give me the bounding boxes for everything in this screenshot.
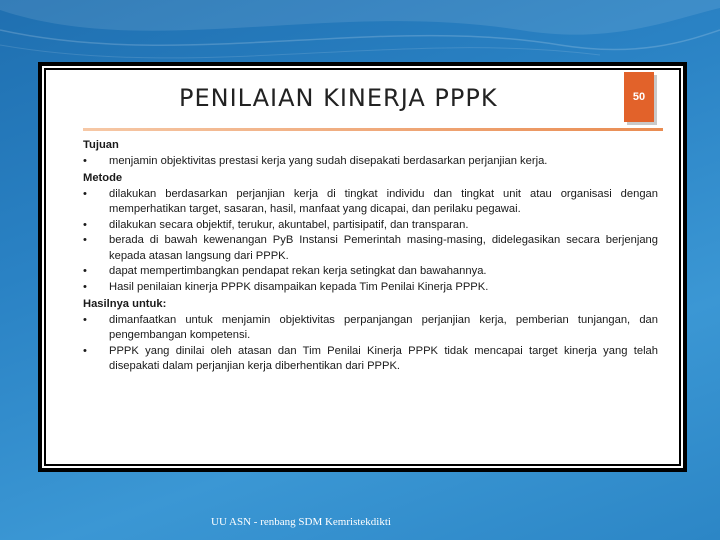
list-item — [83, 344, 658, 375]
title-divider — [83, 128, 663, 131]
slide-frame — [38, 62, 687, 472]
slide-content-area — [46, 70, 679, 464]
list-item — [83, 264, 658, 280]
bullet-icon: • — [83, 187, 87, 200]
list-item-text: dimanfaatkan untuk menjamin objektivitas perpanjangan perjanjian kerja, pemberian tunjangan, dan pengembangan kompetensi. — [109, 313, 658, 341]
bullet-icon: • — [83, 280, 87, 293]
bullet-icon: • — [83, 234, 87, 246]
list-item — [83, 280, 658, 296]
list-item — [83, 233, 658, 264]
list-item-text: dilakukan secara objektif, terukur, akuntabel, partisipatif, dan transparan. — [109, 218, 469, 231]
list-item-text: menjamin objektivitas prestasi kerja yang sudah disepakati berdasarkan perjanjian kerja. — [109, 154, 548, 167]
section-heading-metode: Metode — [83, 172, 123, 184]
bullet-icon: • — [83, 313, 87, 326]
list-item-text: Hasil penilaian kinerja PPPK disampaikan kepada Tim Penilai Kinerja PPPK. — [109, 280, 489, 293]
section-heading-hasilnya: Hasilnya untuk: — [83, 298, 167, 310]
section-heading-tujuan: Tujuan — [83, 139, 119, 151]
list-item-text: dilakukan berdasarkan perjanjian kerja di tingkat individu dan tingkat unit atau organisasi dengan memperhatikan target, sasaran, hasil, manfaat yang dicapai, dan perilaku pegawai. — [109, 187, 658, 215]
slide-border — [42, 66, 683, 468]
slide-title: PENILAIAN KINERJA PPPK — [179, 84, 498, 112]
background-wave-decoration — [0, 0, 720, 70]
bullet-icon: • — [83, 154, 87, 167]
list-item — [83, 187, 658, 218]
list-item-text: berada di bawah kewenangan PyB Instansi Pemerintah masing-masing, didelegasikan secara berjenjang kepada atasan langsung dari PPPK. — [109, 234, 658, 262]
footer-text: UU ASN - renbang SDM Kemristekdikti — [211, 516, 391, 528]
list-item — [83, 154, 658, 170]
list-item — [83, 218, 658, 234]
slide-body — [83, 136, 658, 375]
bullet-icon: • — [83, 265, 87, 277]
list-item-text: PPPK yang dinilai oleh atasan dan Tim Penilai Kinerja PPPK tidak mencapai target kinerja yang telah disepakati dalam perjanjian kerja diberhentikan dari PPPK. — [109, 344, 658, 372]
list-item — [83, 313, 658, 344]
page-number-badge: 50 — [624, 72, 654, 122]
list-item-text: dapat mempertimbangkan pendapat rekan kerja setingkat dan bawahannya. — [109, 265, 487, 277]
bullet-icon: • — [83, 344, 87, 357]
bullet-icon: • — [83, 218, 87, 231]
